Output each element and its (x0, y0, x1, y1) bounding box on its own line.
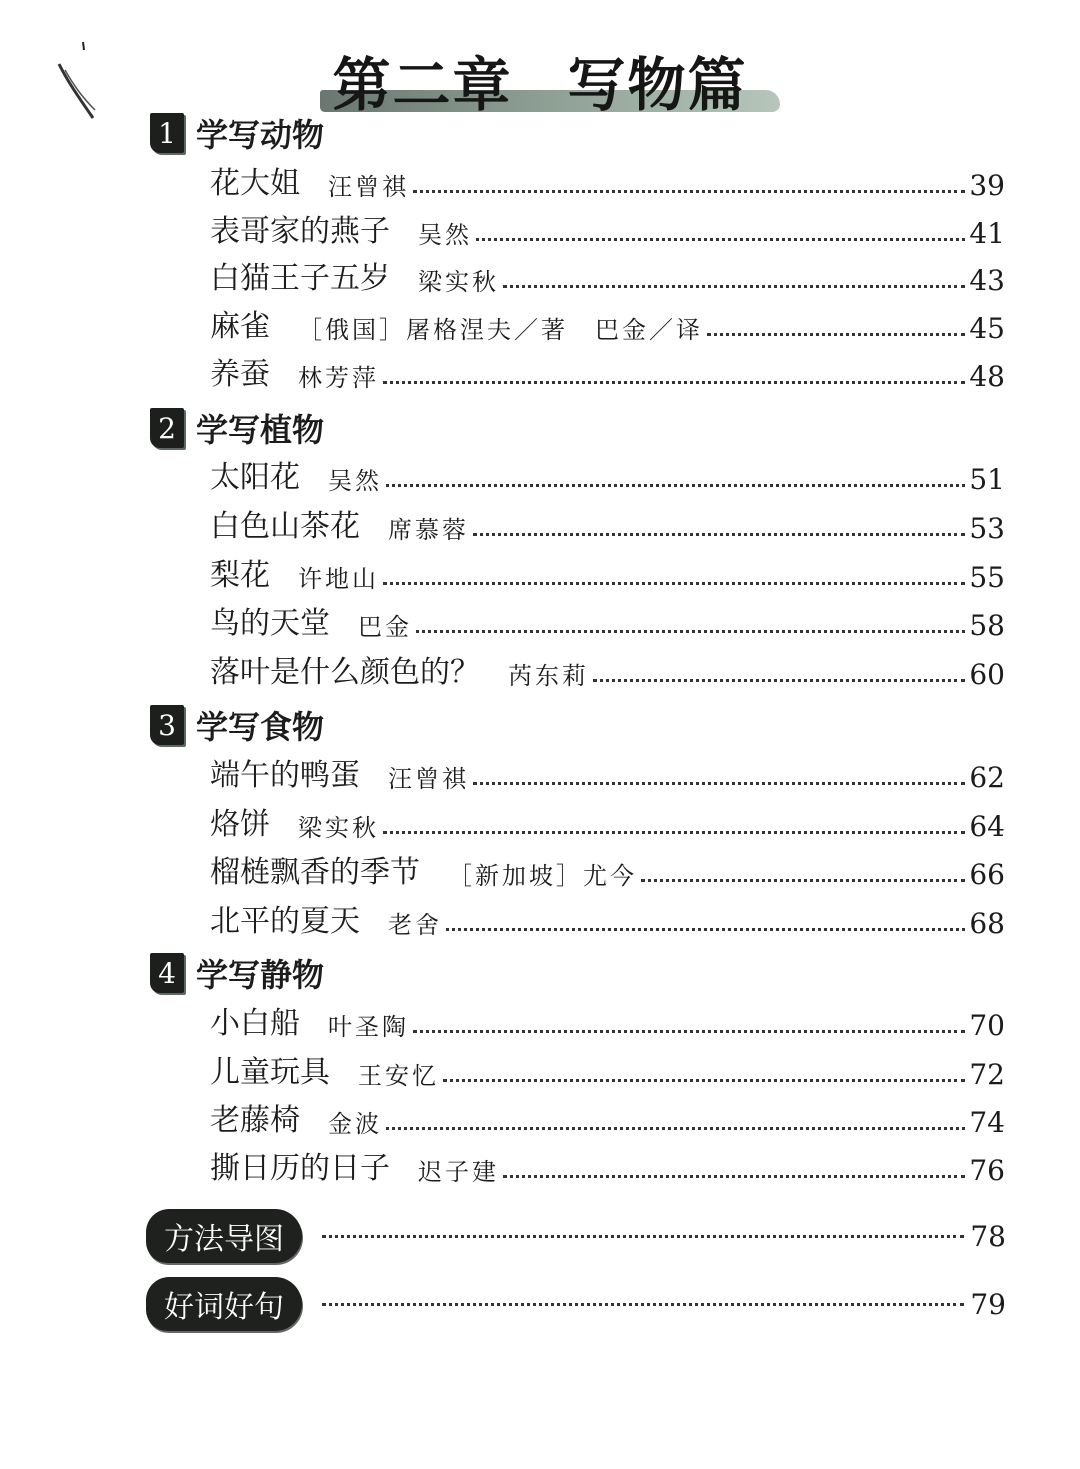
chapter-name: 写物篇 (567, 51, 748, 119)
dot-leader (416, 630, 965, 633)
entry-title: 鸟的天堂 (210, 606, 330, 641)
entry-author: 汪曾祺 (388, 765, 469, 793)
section-number-badge: 3 (150, 705, 184, 745)
toc-entry[interactable] (210, 1047, 1005, 1091)
dot-leader (383, 582, 965, 585)
dot-leader (593, 679, 965, 682)
section-3-header (150, 702, 324, 748)
toc-entry[interactable] (210, 598, 1005, 642)
toc-entry[interactable] (210, 253, 1005, 297)
toc-entry[interactable] (210, 301, 1005, 345)
section-title: 学写植物 (196, 411, 325, 449)
entry-author: 巴金 (358, 613, 412, 641)
dot-leader (641, 879, 965, 882)
entry-page: 74 (969, 1106, 1005, 1139)
section-number-badge: 2 (150, 408, 184, 448)
entry-page: 78 (970, 1219, 1006, 1253)
dot-leader (446, 928, 965, 931)
entry-page: 39 (969, 169, 1005, 202)
toc-entry[interactable] (210, 750, 1005, 794)
entry-title: 撕日历的日子 (210, 1151, 390, 1186)
toc-entry[interactable] (210, 349, 1005, 393)
toc-entry[interactable] (210, 998, 1005, 1042)
entry-page: 60 (969, 658, 1005, 691)
toc-entry[interactable] (210, 158, 1005, 202)
section-title: 学写食物 (196, 708, 325, 746)
entry-author: 林芳萍 (298, 364, 379, 392)
entry-title: 白猫王子五岁 (210, 261, 390, 296)
dot-leader (322, 1235, 964, 1238)
entry-author: 汪曾祺 (328, 173, 409, 201)
entry-author: 许地山 (298, 565, 379, 593)
entry-title: 梨花 (210, 558, 270, 593)
section-2-header (150, 405, 324, 451)
entry-author: 金波 (328, 1110, 382, 1138)
toc-entry[interactable] (210, 550, 1005, 594)
section-number-badge: 4 (150, 953, 184, 993)
entry-title: 烙饼 (210, 807, 270, 842)
toc-entry[interactable] (210, 847, 1005, 891)
entry-page: 51 (969, 463, 1005, 496)
dot-leader (413, 1030, 965, 1033)
entry-author: 叶圣陶 (328, 1013, 409, 1041)
entry-page: 70 (969, 1009, 1005, 1042)
section-title: 学写静物 (196, 956, 325, 994)
dot-leader (443, 1079, 965, 1082)
dot-leader (476, 238, 965, 241)
toc-entry[interactable] (210, 647, 1005, 691)
entry-title: 白色山茶花 (210, 509, 360, 544)
entry-page: 58 (969, 609, 1005, 642)
toc-entry[interactable] (210, 501, 1005, 545)
entry-author: 老舍 (388, 911, 442, 939)
entry-author: 梁实秋 (298, 814, 379, 842)
dot-leader (503, 285, 965, 288)
entry-author: 吴然 (418, 221, 472, 249)
section-number-badge: 1 (150, 113, 184, 153)
toc-entry[interactable] (210, 452, 1005, 496)
entry-author: 芮东莉 (508, 662, 589, 690)
entry-page: 66 (969, 858, 1005, 891)
entry-title: 小白船 (210, 1006, 300, 1041)
toc-extra-entry[interactable] (146, 1208, 1006, 1264)
entry-title: 表哥家的燕子 (210, 214, 390, 249)
entry-page: 45 (969, 312, 1005, 345)
entry-page: 53 (969, 512, 1005, 545)
section-title: 学写动物 (196, 116, 325, 154)
entry-author: ［俄国］屠格涅夫／著 巴金／译 (298, 316, 703, 344)
entry-page: 48 (969, 360, 1005, 393)
entry-title: 麻雀 (210, 309, 270, 344)
entry-author: 席慕蓉 (388, 516, 469, 544)
toc-extra-entry[interactable] (146, 1276, 1006, 1332)
dot-leader (503, 1175, 965, 1178)
dot-leader (473, 533, 965, 536)
entry-title: 养蚕 (210, 357, 270, 392)
toc-entry[interactable] (210, 1095, 1005, 1139)
extra-label-pill: 好词好句 (146, 1277, 302, 1331)
toc-entry[interactable] (210, 206, 1005, 250)
section-4-header (150, 950, 324, 996)
entry-title: 太阳花 (210, 460, 300, 495)
entry-page: 68 (969, 907, 1005, 940)
entry-title: 落叶是什么颜色的？ (210, 655, 480, 690)
toc-entry[interactable] (210, 799, 1005, 843)
chapter-number: 第二章 (332, 51, 513, 119)
entry-author: ［新加坡］尤今 (448, 862, 637, 890)
dot-leader (383, 381, 965, 384)
dot-leader (473, 782, 965, 785)
entry-title: 北平的夏天 (210, 904, 360, 939)
entry-title: 老藤椅 (210, 1103, 300, 1138)
entry-page: 55 (969, 561, 1005, 594)
entry-page: 62 (969, 761, 1005, 794)
dot-leader (707, 333, 965, 336)
entry-author: 王安忆 (358, 1062, 439, 1090)
entry-page: 72 (969, 1058, 1005, 1091)
dot-leader (383, 831, 965, 834)
dot-leader (322, 1303, 964, 1306)
entry-title: 花大姐 (210, 166, 300, 201)
entry-title: 榴梿飘香的季节 (210, 855, 420, 890)
entry-page: 64 (969, 810, 1005, 843)
entry-page: 43 (969, 264, 1005, 297)
dot-leader (413, 190, 965, 193)
entry-author: 吴然 (328, 467, 382, 495)
entry-page: 76 (969, 1154, 1005, 1187)
section-1-header (150, 110, 324, 156)
extra-label-pill: 方法导图 (146, 1209, 302, 1263)
entry-page: 41 (969, 217, 1005, 250)
entry-title: 儿童玩具 (210, 1055, 330, 1090)
dot-leader (386, 484, 965, 487)
entry-author: 梁实秋 (418, 268, 499, 296)
toc-entry[interactable] (210, 1143, 1005, 1187)
entry-page: 79 (970, 1287, 1006, 1321)
entry-title: 端午的鸭蛋 (210, 758, 360, 793)
toc-entry[interactable] (210, 896, 1005, 940)
dot-leader (386, 1127, 965, 1130)
entry-author: 迟子建 (418, 1158, 499, 1186)
